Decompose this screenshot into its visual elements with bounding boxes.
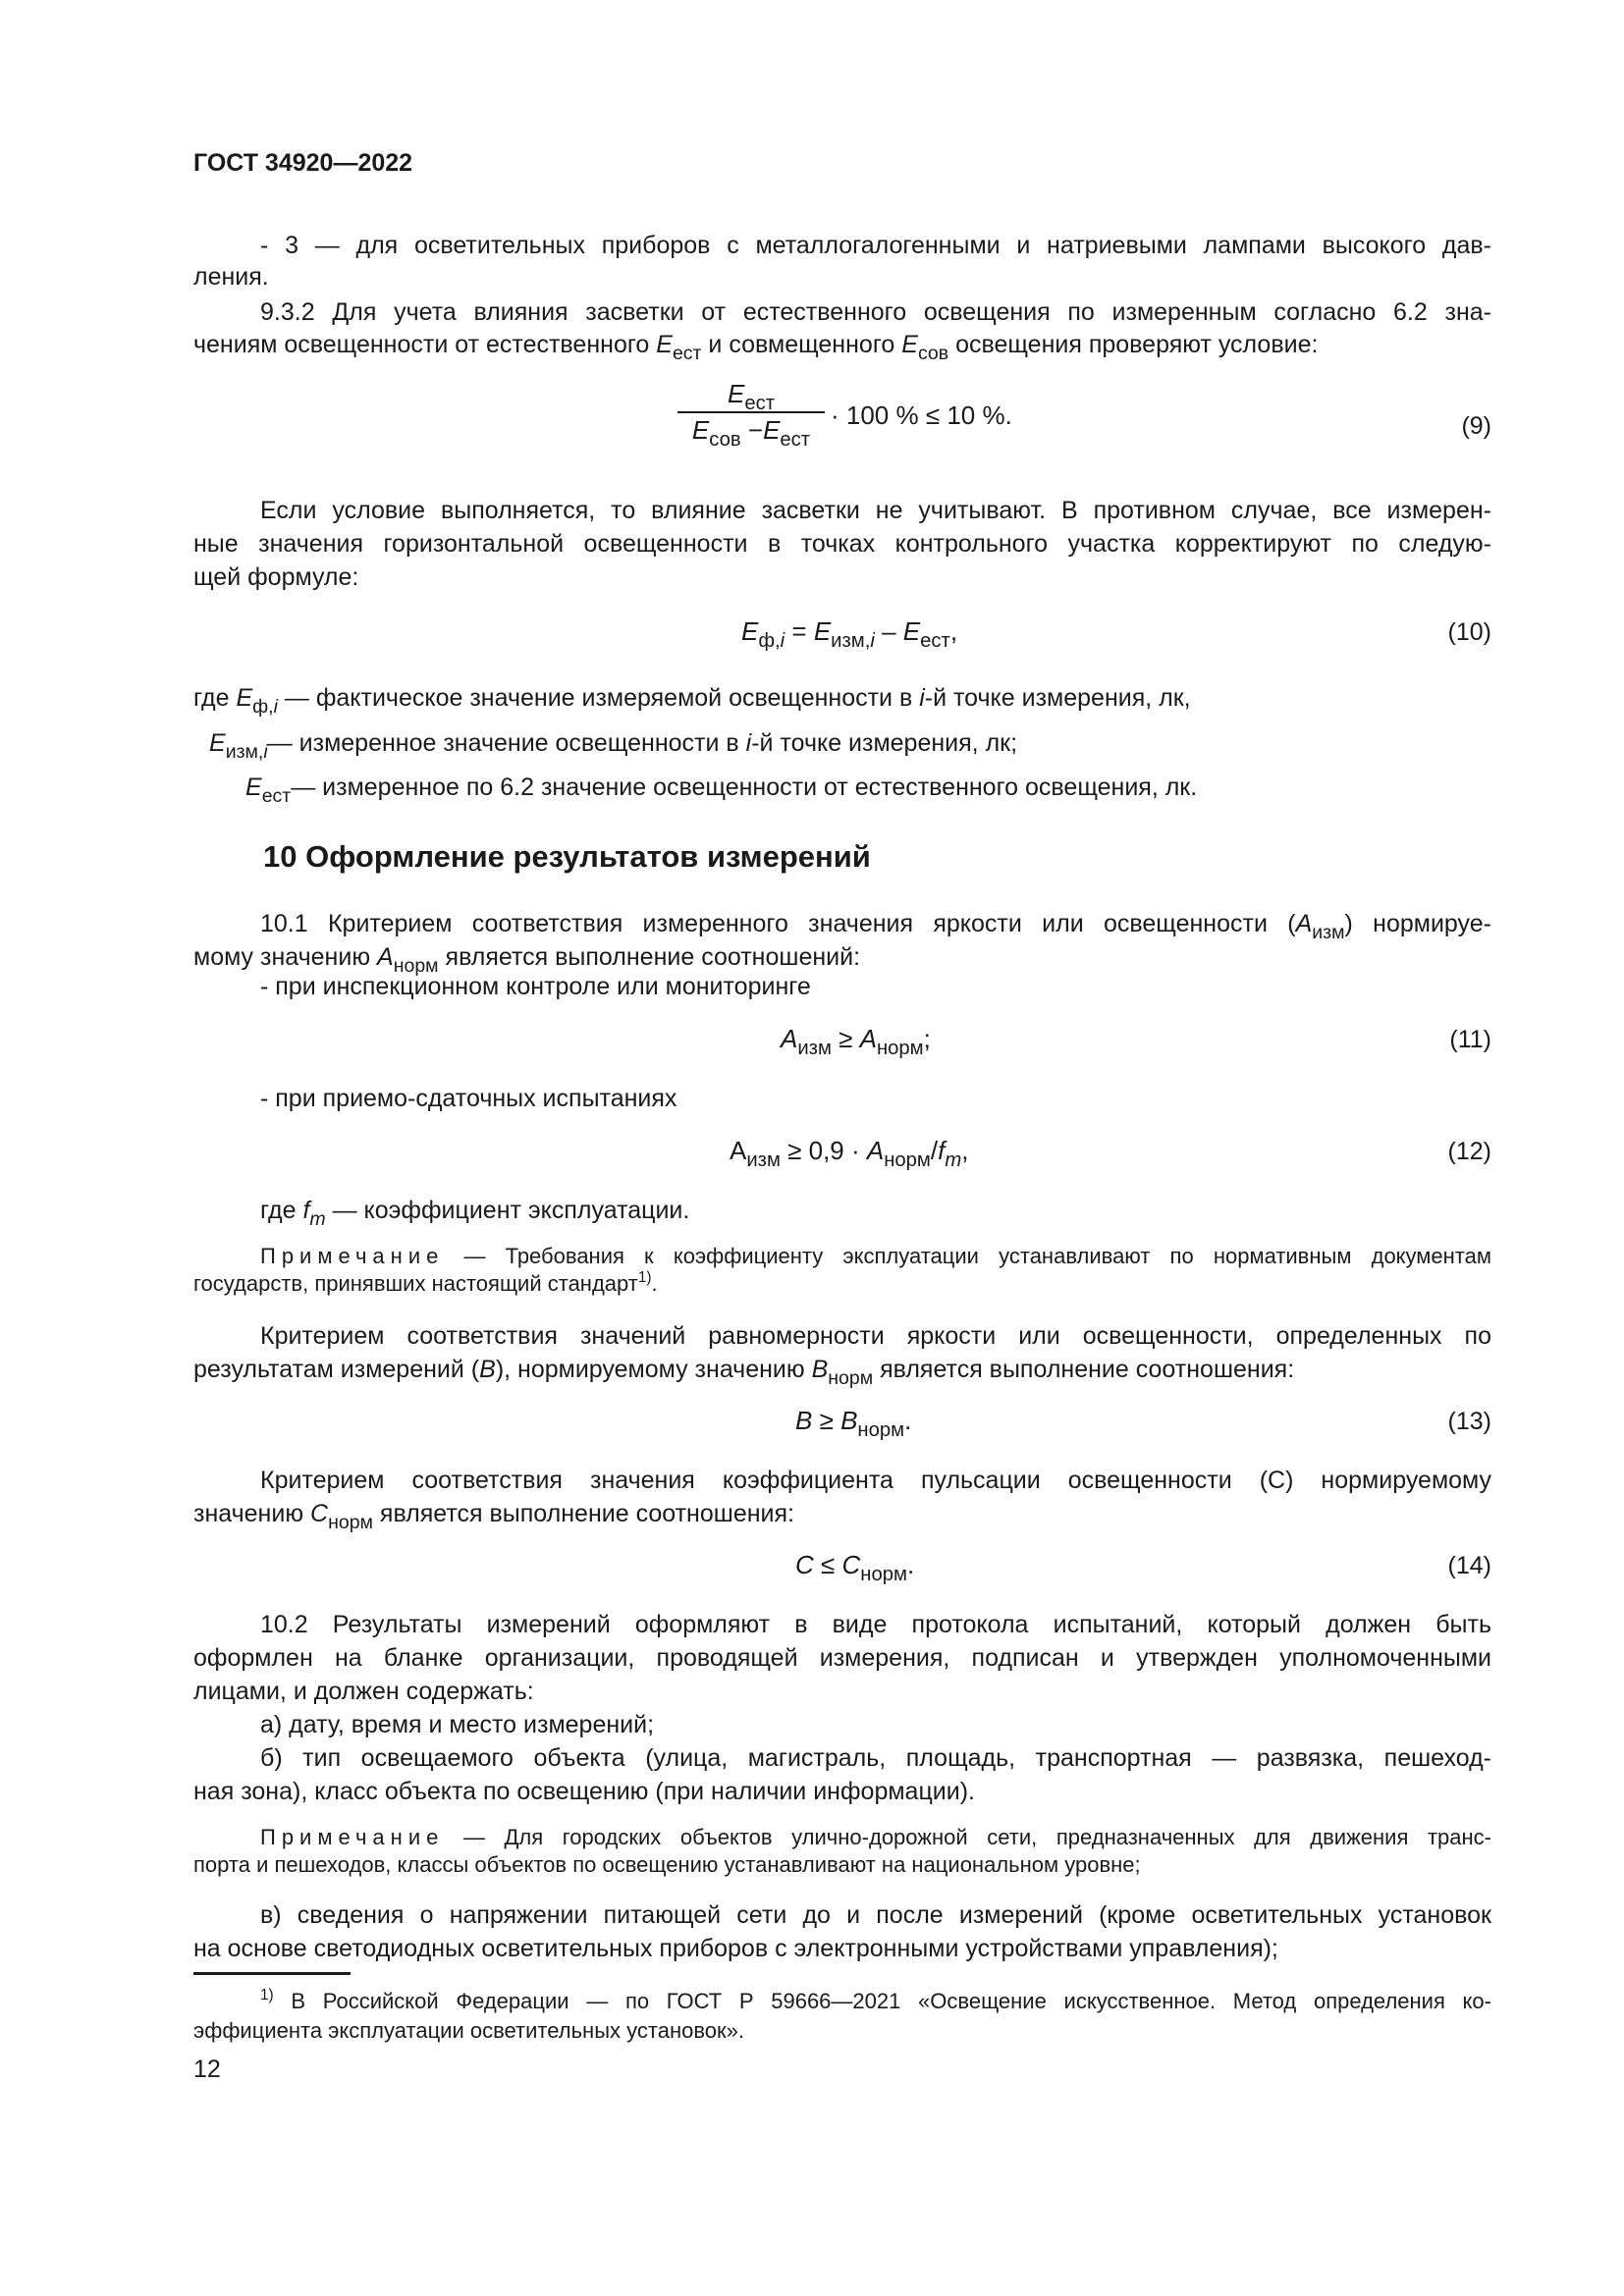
clause-10-2-line1: 10.2 Результаты измерений оформляют в виде протокола испытаний, который должен быть [260,1611,1491,1638]
formula-9-fraction [677,379,825,452]
paragraph-if-line3: щей формуле: [193,563,359,591]
section-10-title: 10 Оформление результатов измерений [263,839,871,874]
note-2-line1: Примечание — Для городских объектов улично-дорожной сети, предназначенных для движения транс- [260,1825,1491,1849]
list-item-v-line2: на основе светодиодных осветительных приборов с электронными устройствами управления); [193,1935,1278,1962]
footnote-line1: $^{1)}$ В Российской Федерации — по ГОСТ Р 59666—2021 «Освещение искусственное. Метод определения ко- [260,1986,1491,2013]
document-header: ГОСТ 34920—2022 [193,149,413,177]
note-2-line2: порта и пешеходов, классы объектов по освещению устанавливают на национальном уровне; [193,1852,1141,1877]
where-12: где $f_m$ — коэффициент эксплуатации. [260,1197,690,1230]
equation-number-10: (10) [1447,618,1491,646]
list-item-a: а) дату, время и место измерений; [260,1711,655,1738]
acceptance-tests-line: - при приемо-сдаточных испытаниях [260,1085,677,1112]
page-number: 12 [193,2056,221,2083]
footnote-line2: эффициента эксплуатации осветительных установок». [193,2018,744,2043]
criterion-c-line1: Критерием соответствия значения коэффициента пульсации освещенности (С) нормируемому [260,1467,1491,1494]
paragraph-if-line2: ные значения горизонтальной освещенности в точках контрольного участка корректируют по следую- [193,530,1491,558]
paragraph-if-line1: Если условие выполняется, то влияние засветки не учитывают. В противном случае, все измерен- [260,497,1491,524]
list-item-b-line2: ная зона), класс объекта по освещению (при наличии информации). [193,1778,975,1805]
equation-number-14: (14) [1447,1552,1491,1579]
formula-9-tail: · 100 % ≤ 10 %. [831,400,1012,430]
criterion-c-line2: значению $C_{норм}$ является выполнение соотношения: [193,1500,794,1533]
where-10-line3: $E_{ест}—$ измеренное по 6.2 значение освещенности от естественного освещения, лк. [245,774,1198,807]
formula-11: $A_{изм} \ge A_{норм}$; [781,1024,931,1060]
clause-10-1-line1: 10.1 Критерием соответствия измеренного значения яркости или освещенности $(A_{изм})$ нормируе- [260,910,1491,943]
where-10-line1: где $E_{ф,i}$ — фактическое значение измеряемой освещенности в i-й точке измерения, лк, [193,684,1191,718]
formula-9-denominator: $E_{сов} -E_{ест}$ [691,415,811,452]
formula-12: $А_{изм} \ge 0,9 \cdot A_{норм}/f_m$, [730,1136,969,1172]
formula-10: $E_{ф,i} = E_{изм,i} - E_{ест}$, [741,616,958,653]
criterion-b-line1: Критерием соответствия значений равномерности яркости или освещенности, определенных по [260,1322,1491,1350]
equation-number-13: (13) [1447,1408,1491,1435]
formula-14: $C \le C_{норм}$. [795,1550,915,1586]
formula-9-numerator: $E_{ест}$ [727,379,776,415]
equation-number-9: (9) [1461,412,1491,440]
note-1-line1: Примечание — Требования к коэффициенту эксплуатации устанавливают по нормативным документам [260,1244,1491,1268]
clause-10-2-line3: лицами, и должен содержать: [193,1678,534,1705]
equation-number-12: (12) [1447,1138,1491,1165]
clause-10-2-line2: оформлен на бланке организации, проводящей измерения, подписан и утвержден уполномоченными [193,1644,1491,1672]
formula-13: $B \ge B_{норм}$. [795,1406,912,1442]
clause-10-1-line3: - при инспекционном контроле или мониторинге [260,973,811,1000]
equation-number-11: (11) [1449,1026,1491,1053]
clause-10-1-line2: мому значению $A_{норм}$ является выполнение соотношений: [193,943,861,977]
where-10-line2: $E_{изм,i}—$ измеренное значение освещенности в i-й точке измерения, лк; [209,729,1018,763]
list-item-v-line1: в) сведения о напряжении питающей сети до и после измерений (кроме осветительных установок [260,1901,1491,1929]
criterion-b-line2: результатам измерений (B), нормируемому значению $B_{норм}$ является выполнение соотношения: [193,1356,1295,1389]
list-item-b-line1: б) тип освещаемого объекта (улица, магистраль, площадь, транспортная — развязка, пешеход- [260,1744,1491,1772]
note-1-line2: государств, принявших настоящий стандарт$^{1)}$. [193,1268,658,1296]
dash-item-3-line1: - 3 — для осветительных приборов с металлогалогенными и натриевыми лампами высокого дав- [260,232,1491,259]
clause-9-3-2-line2: чениям освещенности от естественного $E_{ест}$ и совмещенного $E_{сов}$ освещения проверяют условие: [193,331,1319,364]
dash-item-3-line2: ления. [193,263,269,291]
footnote-separator [193,1972,351,1975]
clause-9-3-2-line1: 9.3.2 Для учета влияния засветки от естественного освещения по измеренным согласно 6.2 зна- [260,298,1491,326]
